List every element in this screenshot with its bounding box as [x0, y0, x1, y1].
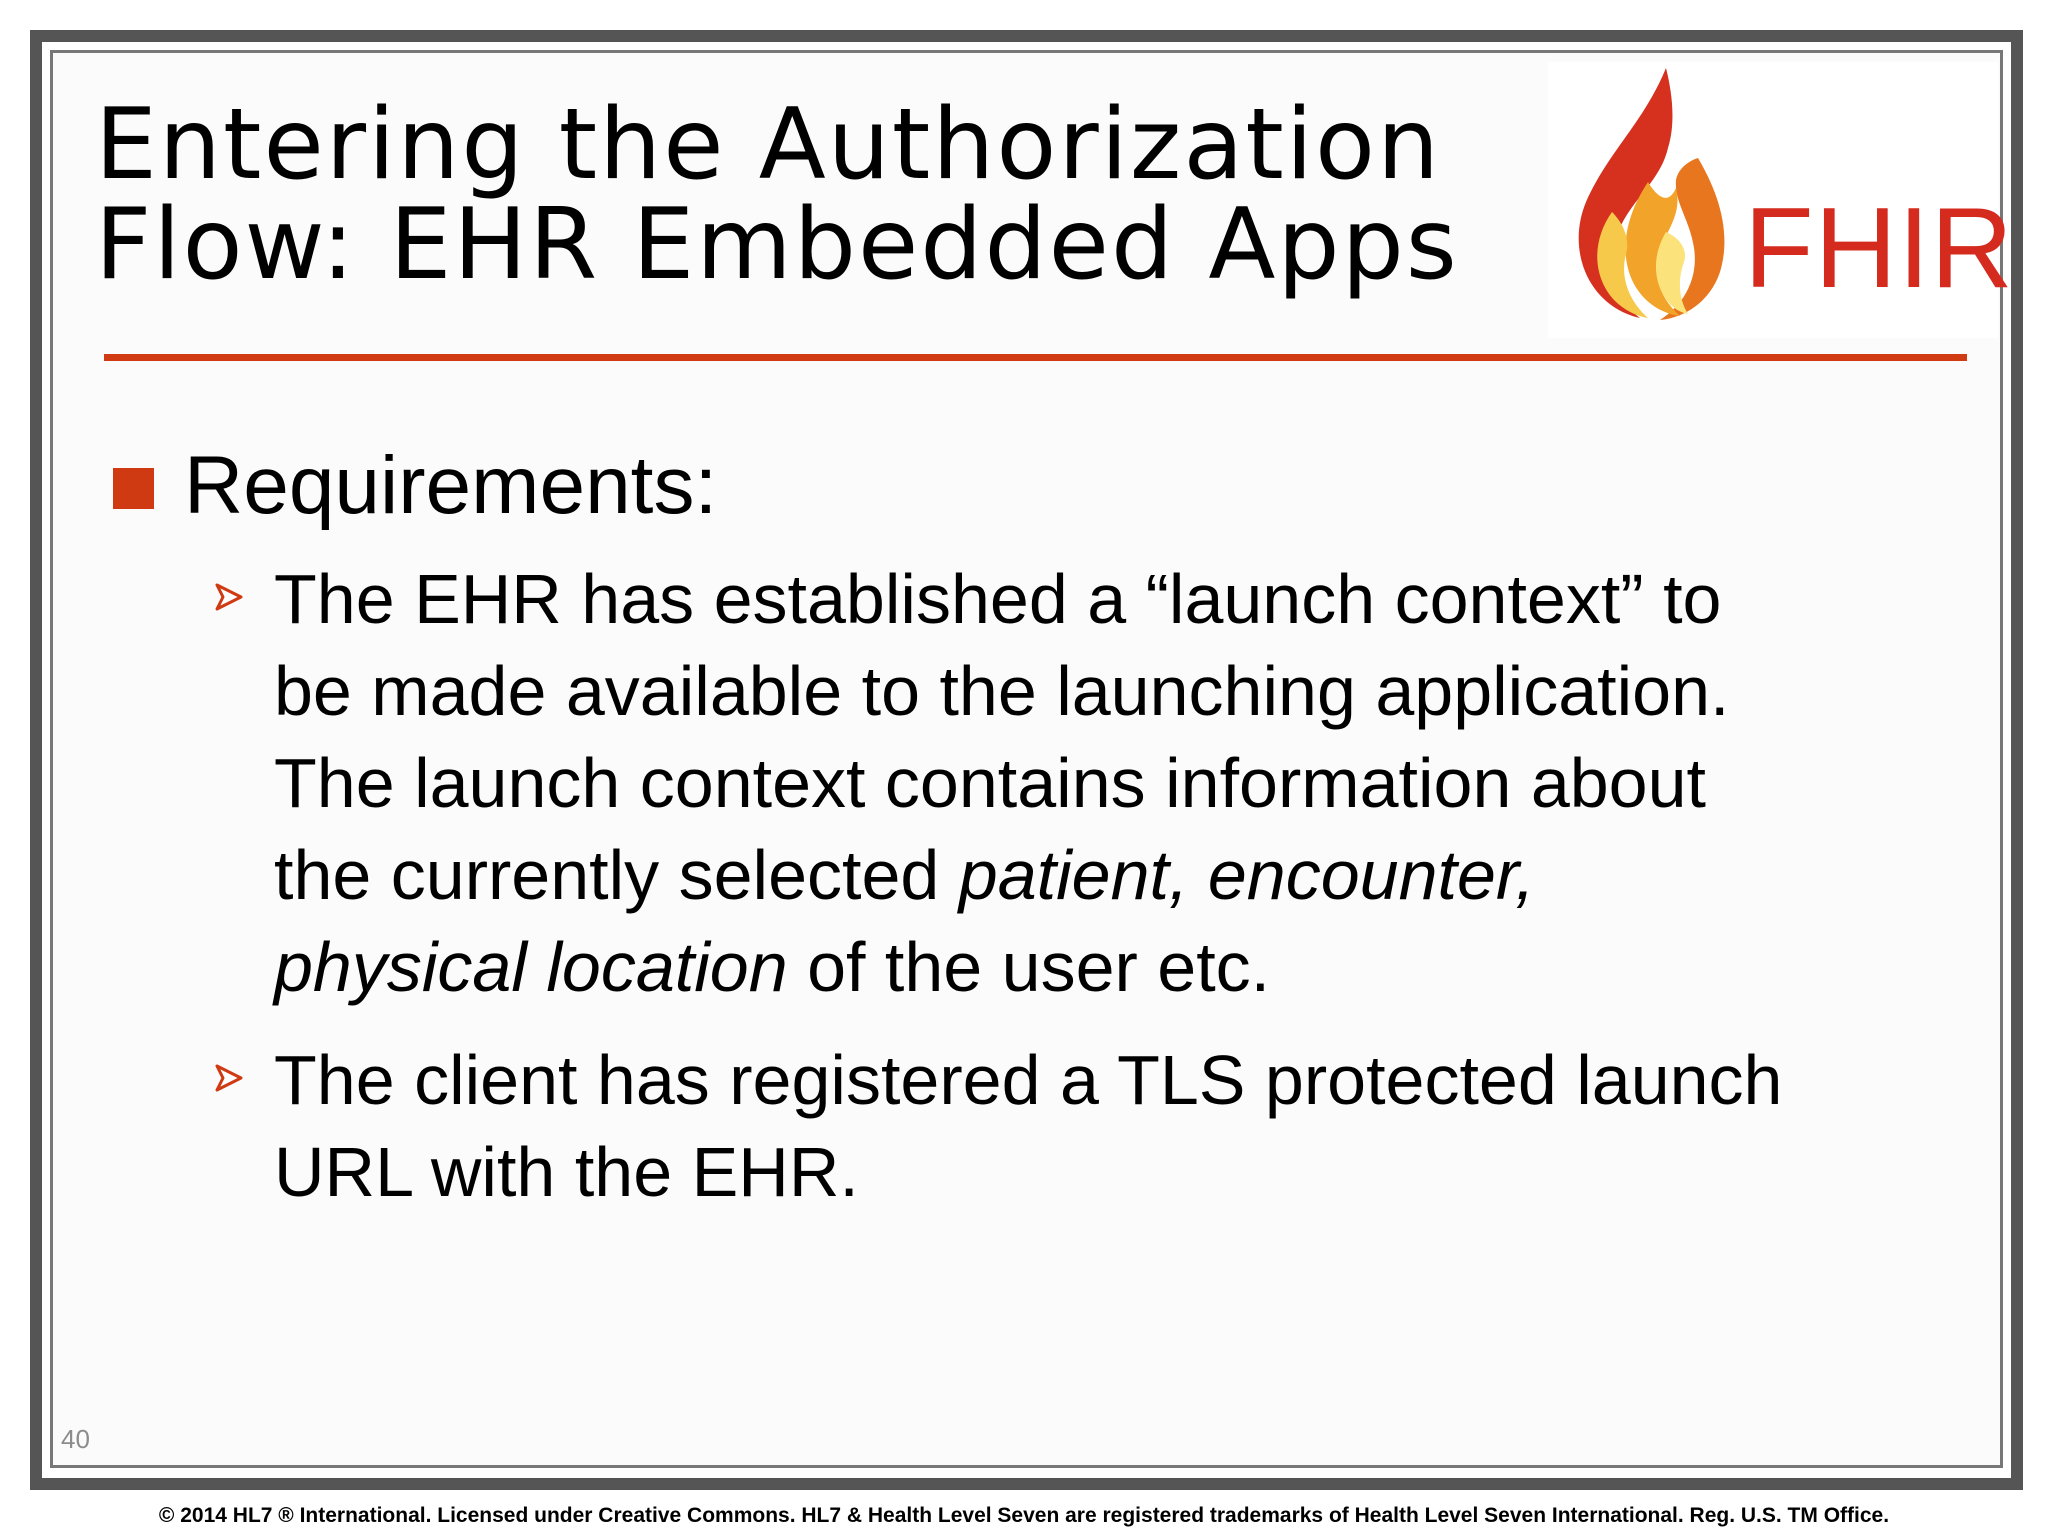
fhir-flame-icon — [1548, 62, 1758, 338]
bullet-requirements-text: Requirements: — [184, 440, 718, 531]
sub1-line-4-italic: patient, encounter, — [958, 836, 1535, 914]
sub1-line-5-italic: physical location — [274, 928, 788, 1006]
slide-title-line-2: Flow: EHR Embedded Apps — [95, 188, 1459, 302]
sub1-line-5-plain: of the user etc. — [787, 928, 1271, 1006]
sub1-line-5 — [274, 921, 1994, 1013]
title-divider — [104, 354, 1967, 361]
slide-number: 40 — [61, 1424, 90, 1454]
sub2-line-1: The client has registered a TLS protected launch — [274, 1041, 1783, 1119]
sub-bullet-tls-launch-url-text — [274, 1034, 1994, 1218]
slide-title — [95, 88, 1535, 302]
slide-title-line-1: Entering the Authorization — [95, 88, 1442, 202]
sub2-line-2: URL with the EHR. — [274, 1133, 859, 1211]
fhir-logo — [1548, 62, 2014, 338]
fhir-logo-text: FHIR — [1744, 185, 2014, 312]
sub1-line-4-plain: the currently selected — [274, 836, 959, 914]
copyright-footer: © 2014 HL7 ® International. Licensed under Creative Commons. HL7 & Health Level Seven are registered trademarks of Health Level Seven International. Reg. U.S. TM Office. — [158, 1504, 1890, 1527]
arrowhead-bullet-icon — [213, 1062, 245, 1094]
sub1-line-4 — [274, 829, 1994, 921]
arrowhead-bullet-icon — [213, 581, 245, 613]
square-bullet-icon — [113, 468, 154, 509]
sub-bullet-launch-context-text — [274, 553, 1994, 1013]
sub1-line-3: The launch context contains information about — [274, 744, 1706, 822]
sub1-line-1: The EHR has established a “launch context” to — [274, 560, 1722, 638]
sub1-line-2: be made available to the launching application. — [274, 652, 1730, 730]
